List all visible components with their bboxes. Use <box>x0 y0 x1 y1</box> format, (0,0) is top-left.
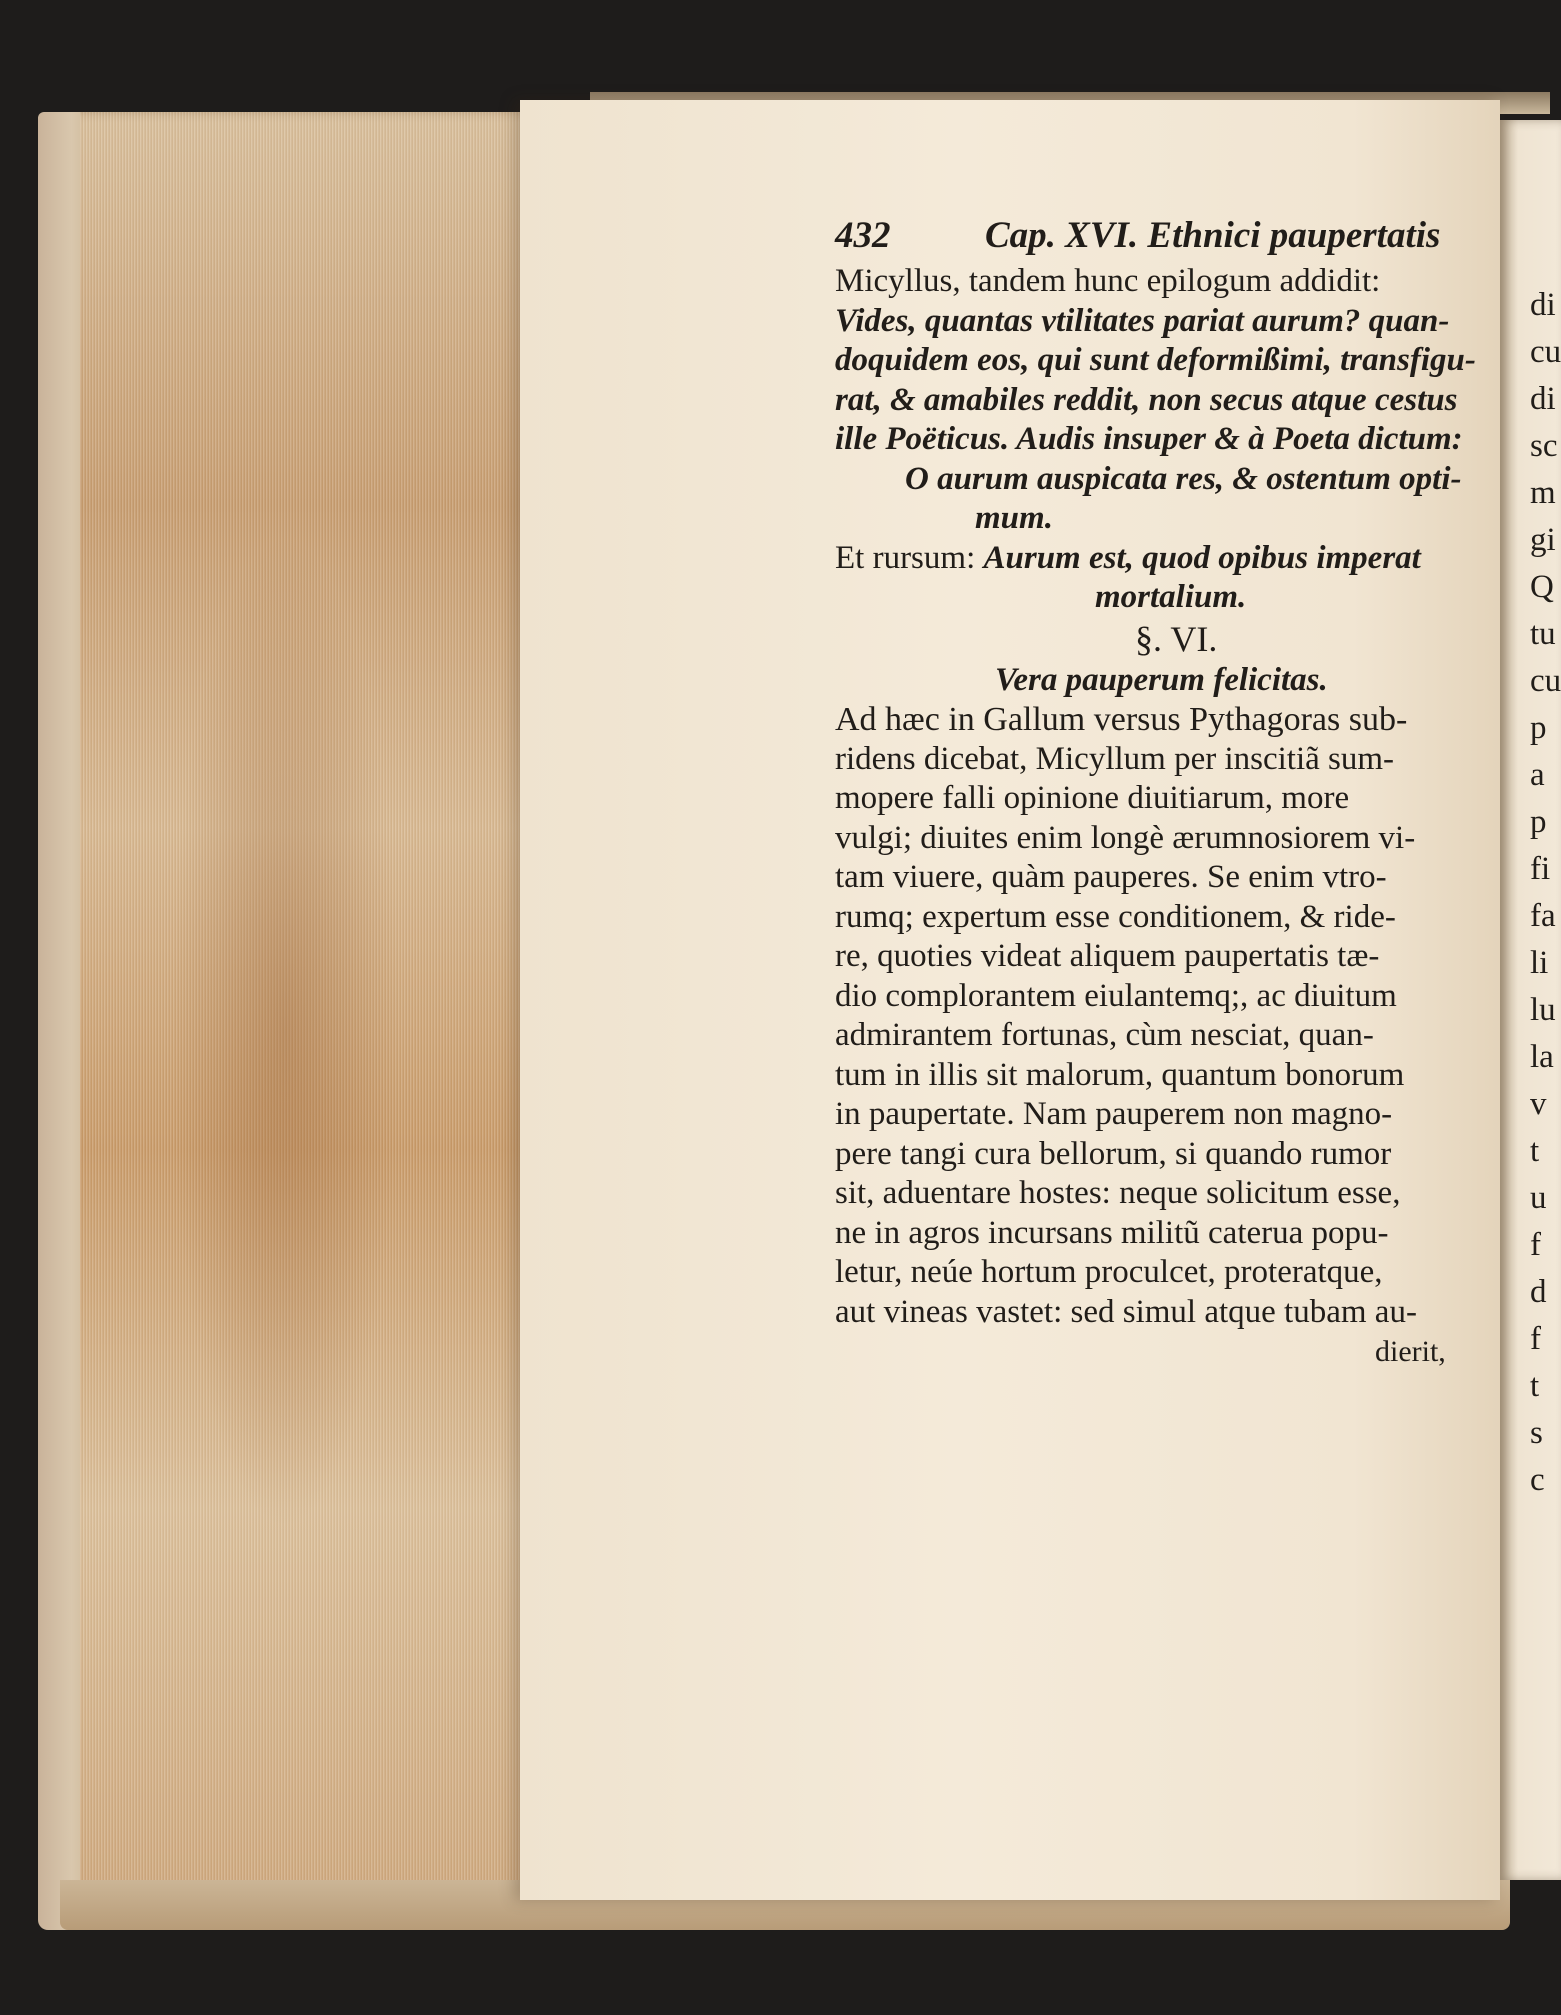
facing-letter: di <box>1530 287 1556 323</box>
verse-line: mum. <box>975 500 1053 536</box>
facing-letter: f <box>1530 1321 1541 1357</box>
facing-letter: Q <box>1530 569 1554 605</box>
body-line: letur, neúe hortum proculcet, proteratque, <box>835 1254 1383 1290</box>
facing-letter: li <box>1530 945 1549 981</box>
facing-letter: lu <box>1530 992 1556 1028</box>
facing-letter: t <box>1530 1133 1540 1169</box>
facing-letter: p <box>1530 804 1547 840</box>
facing-letter: cu <box>1530 334 1561 370</box>
facing-letter: fi <box>1530 851 1551 887</box>
text-line: rat, & amabiles reddit, non secus atque cestus <box>835 381 1458 418</box>
body-line: in paupertate. Nam pauperem non magno- <box>835 1096 1393 1132</box>
facing-letter: gi <box>1530 522 1556 558</box>
verse-line: mortalium. <box>1095 579 1247 615</box>
verse-line: O aurum auspicata res, & ostentum opti- <box>905 460 1462 497</box>
book-fore-edge <box>80 112 570 1902</box>
facing-letter: fa <box>1530 898 1556 934</box>
body-line: tum in illis sit malorum, quantum bonorum <box>835 1056 1405 1093</box>
facing-letter: c <box>1530 1462 1545 1498</box>
section-title: Vera pauperum felicitas. <box>995 661 1328 698</box>
body-line: rumq; expertum esse conditionem, & ride- <box>835 898 1396 935</box>
page-text <box>835 208 1485 1372</box>
text-line: Micyllus, tandem hunc epilogum addidit: <box>835 263 1381 299</box>
body-line: mopere falli opinione diuitiarum, more <box>835 780 1350 816</box>
body-line: ridens dicebat, Micyllum per inscitiã sum- <box>835 740 1395 777</box>
body-line: admirantem fortunas, cùm nesciat, quan- <box>835 1017 1374 1053</box>
body-line: pere tangi cura bellorum, si quando rumor <box>835 1135 1392 1172</box>
facing-letter: v <box>1530 1086 1547 1122</box>
catchword: dierit, <box>1375 1335 1446 1368</box>
body-line: sit, aduentare hostes: neque solicitum esse, <box>835 1175 1401 1211</box>
body-line: vulgi; diuites enim longè ærumnosiorem vi- <box>835 819 1416 856</box>
facing-page-text <box>1530 282 1561 1504</box>
page-number: 432 <box>835 214 891 256</box>
body-line: ne in agros incursans militũ caterua popu- <box>835 1214 1389 1251</box>
body-line: Ad hæc in Gallum versus Pythagoras sub- <box>835 700 1408 738</box>
facing-letter: u <box>1530 1180 1547 1216</box>
facing-letter: di <box>1530 381 1556 417</box>
facing-letter: sc <box>1530 428 1558 464</box>
verse-quote: Aurum est, quod opibus imperat <box>983 539 1421 576</box>
facing-letter: s <box>1530 1415 1543 1451</box>
verse-lead: Et rursum: <box>835 539 976 576</box>
facing-letter: t <box>1530 1368 1540 1404</box>
verse-intro-line <box>835 539 1485 579</box>
running-head: Cap. XVI. Ethnici paupertatis <box>985 214 1441 256</box>
text-line: ille Poëticus. Audis insuper & à Poeta dictum: <box>835 421 1463 457</box>
facing-letter: m <box>1530 475 1556 511</box>
facing-letter: la <box>1530 1039 1554 1075</box>
body-line: tam viuere, quàm pauperes. Se enim vtro- <box>835 859 1387 895</box>
facing-letter: tu <box>1530 616 1556 652</box>
facing-letter: d <box>1530 1274 1547 1310</box>
facing-letter: a <box>1530 757 1545 793</box>
text-line: Vides, quantas vtilitates pariat aurum? quan- <box>835 302 1450 339</box>
text-line: doquidem eos, qui sunt deformißimi, transfigu- <box>835 342 1476 378</box>
facing-letter: p <box>1530 710 1547 746</box>
section-number: §. VI. <box>1135 618 1218 659</box>
facing-letter: cu <box>1530 663 1561 699</box>
running-header <box>835 208 1485 262</box>
body-line: aut vineas vastet: sed simul atque tubam au- <box>835 1293 1417 1330</box>
body-line: dio complorantem eiulantemq;, ac diuitum <box>835 977 1397 1014</box>
facing-letter: f <box>1530 1227 1541 1263</box>
body-line: re, quoties videat aliquem paupertatis tæ- <box>835 938 1380 974</box>
